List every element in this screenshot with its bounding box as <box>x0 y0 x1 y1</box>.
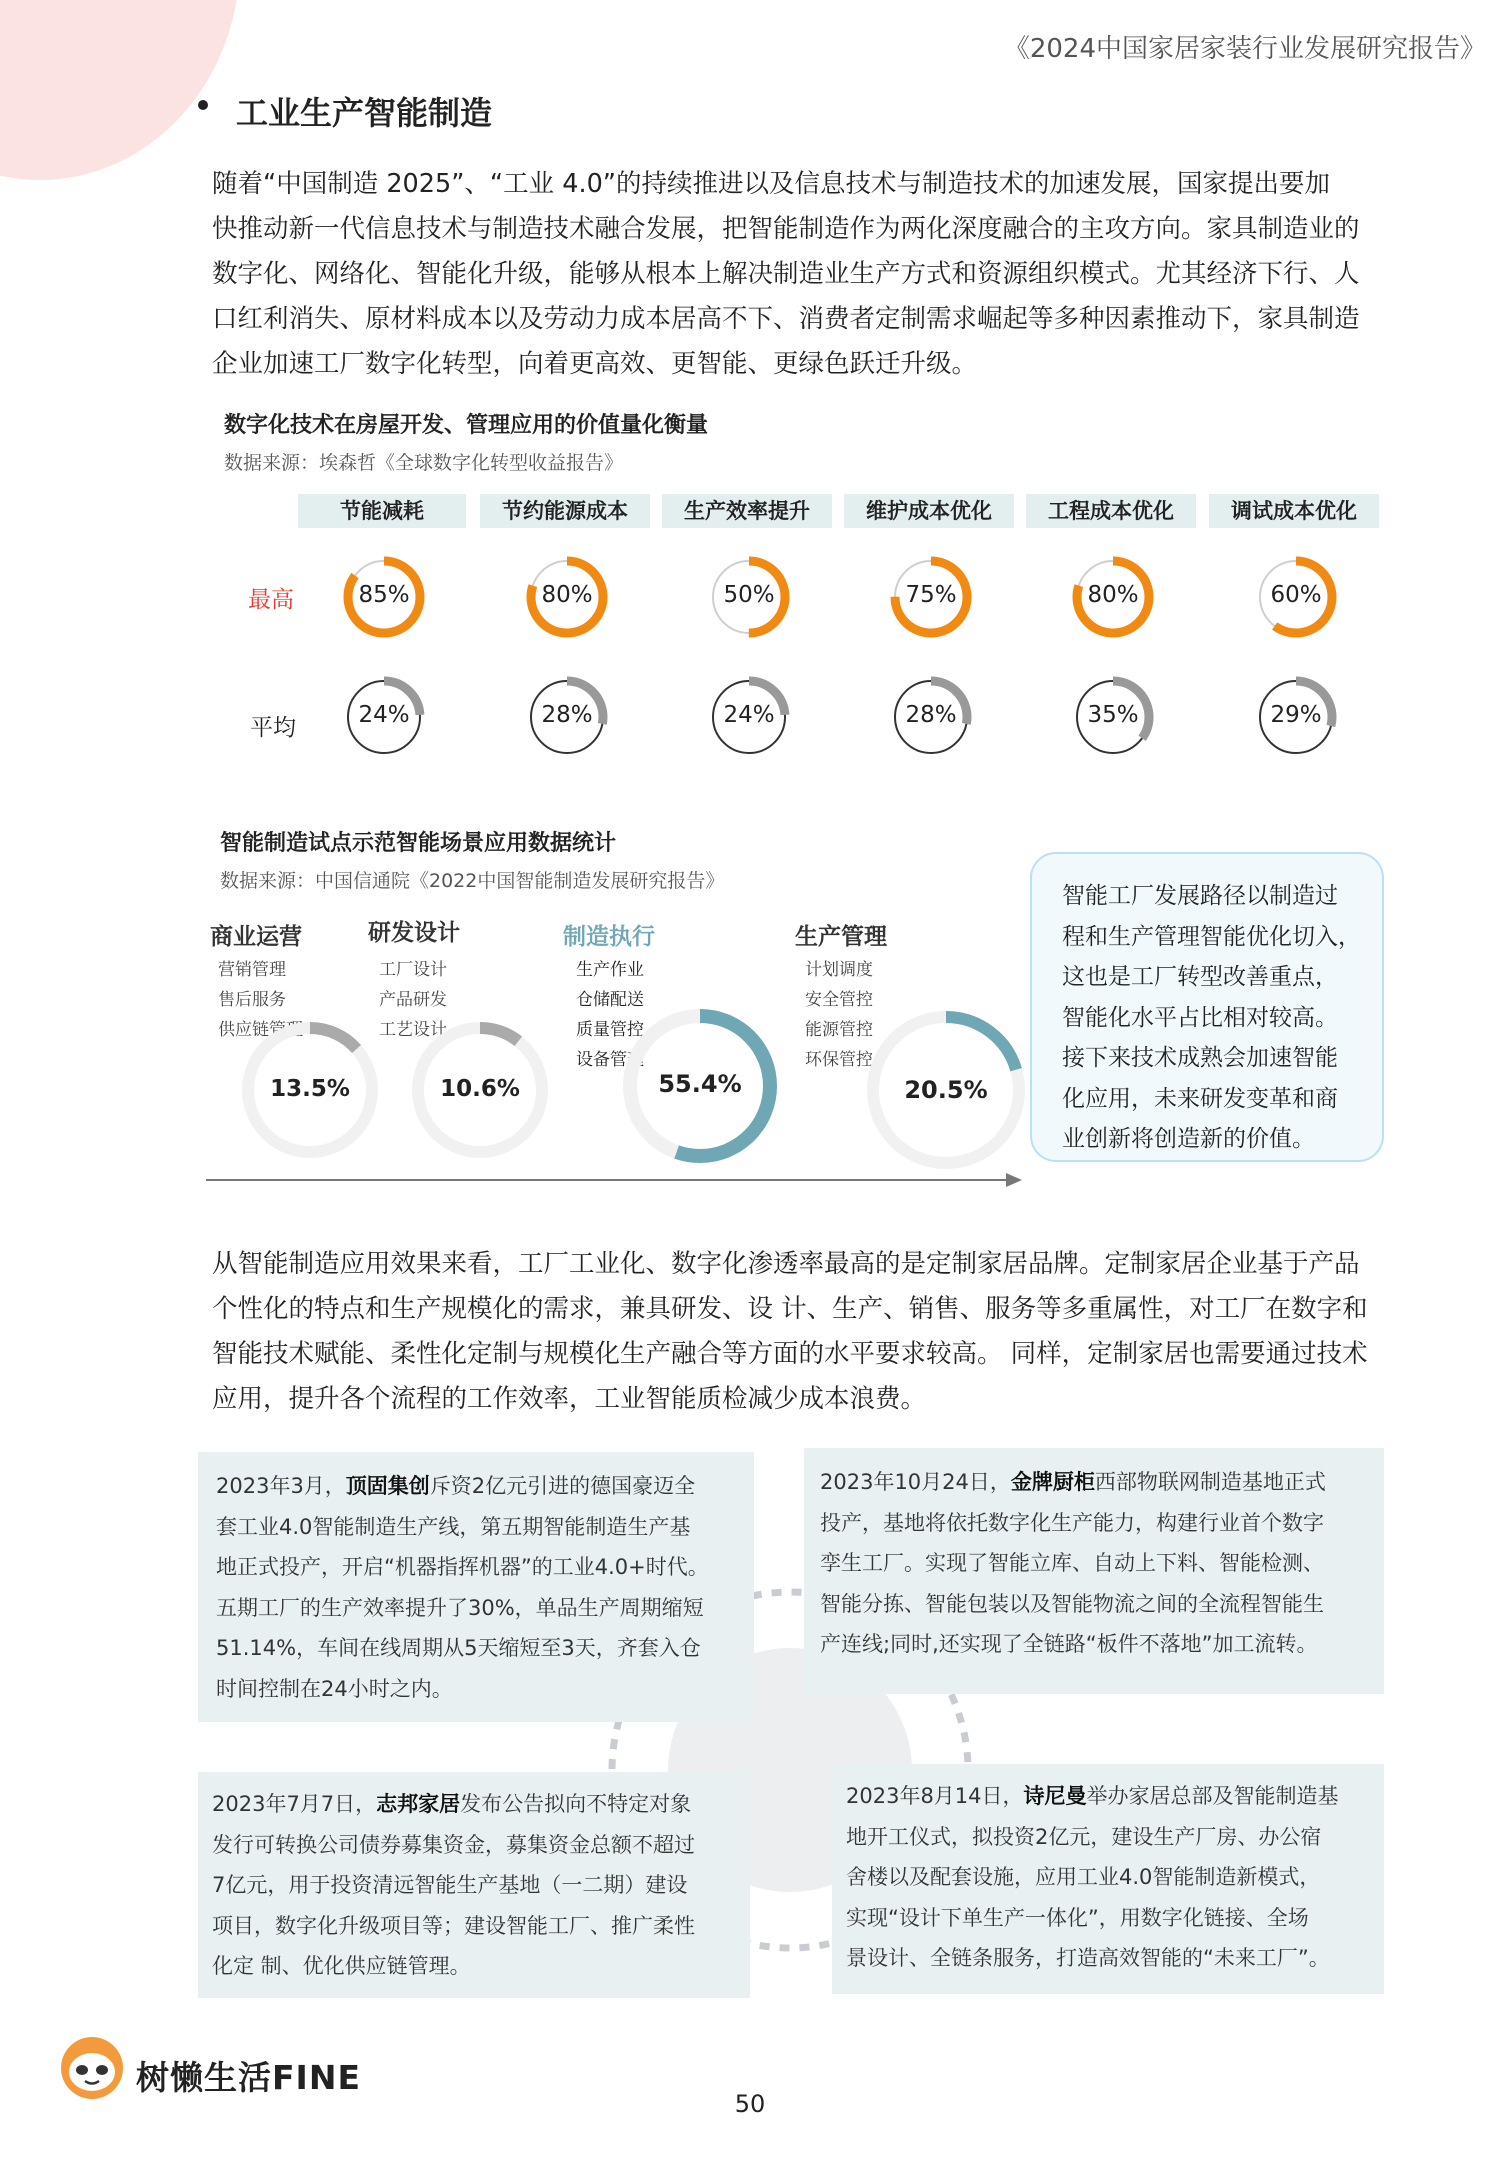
case-card-1 <box>198 1452 754 1722</box>
case-company: 志邦家居 <box>376 1792 461 1816</box>
callout-line: 接下来技术成熟会加速智能 <box>1062 1045 1338 1071</box>
chart1-title: 数字化技术在房屋开发、管理应用的价值量化衡量 <box>224 413 709 438</box>
donut-value-label: 28% <box>541 702 593 728</box>
donut-value-label: 24% <box>723 702 775 728</box>
case-line: 五期工厂的生产效率提升了30%，单品生产周期缩短 <box>216 1595 704 1620</box>
category-header: 节能减耗 <box>298 494 466 528</box>
case-line: 化定 制、优化供应链管理。 <box>212 1954 471 1978</box>
series-label: 平均 <box>250 715 296 741</box>
category-header: 节约能源成本 <box>480 494 650 528</box>
stage-item: 安全管控 <box>805 990 873 1010</box>
stage-item: 工艺设计 <box>379 1020 447 1040</box>
donut-value-label: 35% <box>1087 702 1139 728</box>
stage-name: 研发设计 <box>368 920 460 946</box>
category-header: 生产效率提升 <box>662 494 832 528</box>
intro-line: 数字化、网络化、智能化升级，能够从根本上解决制造业生产方式和资源组织模式。尤其经济下行、人 <box>212 259 1360 289</box>
intro-line: 企业加速工厂数字化转型，向着更高效、更智能、更绿色跃迁升级。 <box>212 349 978 379</box>
stage-item: 设备管理 <box>576 1050 644 1070</box>
donut-value-label: 75% <box>905 582 957 608</box>
case-line: 舍楼以及配套设施，应用工业4.0智能制造新模式， <box>846 1865 1321 1889</box>
callout-line: 化应用，未来研发变革和商 <box>1062 1085 1338 1112</box>
category-header: 维护成本优化 <box>844 494 1014 528</box>
intro-line: 快推动新一代信息技术与制造技术融合发展，把智能制造作为两化深度融合的主攻方向。家具制造业的 <box>212 214 1360 244</box>
case-line: 地正式投产，开启“机器指挥机器”的工业4.0+时代。 <box>216 1555 709 1579</box>
case-line: 发行可转换公司债券募集资金，募集资金总额不超过 <box>212 1832 695 1857</box>
case-company: 金牌厨柜 <box>1010 1470 1095 1494</box>
section-bullet <box>198 100 208 110</box>
stage-item: 仓储配送 <box>576 990 644 1010</box>
donut-value-label: 28% <box>905 702 957 728</box>
report-title: 《2024中国家居家装行业发展研究报告》 <box>1003 34 1486 64</box>
chart2-title: 智能制造试点示范智能场景应用数据统计 <box>220 831 617 856</box>
donut-value-label: 50% <box>723 582 775 608</box>
case-line: 套工业4.0智能制造生产线，第五期智能制造生产基 <box>216 1514 691 1539</box>
callout-line: 智能化水平占比相对较高。 <box>1062 1004 1338 1031</box>
case-line: 景设计、全链条服务，打造高效智能的“未来工厂”。 <box>846 1946 1330 1970</box>
intro-paragraph <box>212 162 1362 387</box>
scenario-value-label: 10.6% <box>440 1076 520 1102</box>
callout-line: 这也是工厂转型改善重点， <box>1062 964 1338 990</box>
intro-line: 随着“中国制造 2025”、“工业 4.0”的持续推进以及信息技术与制造技术的加速发展，国家提出要加 <box>212 169 1331 199</box>
case-card-3 <box>198 1772 750 1998</box>
case-card-2 <box>804 1448 1384 1694</box>
case-company: 诗尼曼 <box>1023 1784 1087 1808</box>
scenario-value-label: 55.4% <box>658 1070 742 1098</box>
stage-item: 工厂设计 <box>379 960 447 980</box>
stage-item: 计划调度 <box>805 960 873 980</box>
case-line: 地开工仪式，拟投资2亿元，建设生产厂房、办公宿 <box>846 1824 1322 1849</box>
case-line-first: 2023年3月，顶固集创斥资2亿元引进的德国豪迈全 <box>216 1474 696 1498</box>
stage-item: 质量管控 <box>576 1020 644 1040</box>
chart2-source: 数据来源：中国信通院《2022中国智能制造发展研究报告》 <box>220 870 725 892</box>
callout-line: 智能工厂发展路径以制造过 <box>1062 883 1338 909</box>
donut-value-label: 24% <box>358 702 410 728</box>
stage-item: 能源管控 <box>805 1020 873 1040</box>
process-arrow <box>200 1168 1030 1192</box>
stage-item: 供应链管理 <box>218 1020 303 1040</box>
category-header: 调试成本优化 <box>1209 494 1379 528</box>
insight-callout <box>1030 852 1384 1162</box>
brand-name: 树懒生活FINE <box>136 2058 361 2097</box>
stage-item: 营销管理 <box>218 960 286 980</box>
corner-decoration <box>0 0 240 180</box>
stage-name: 制造执行 <box>563 924 655 950</box>
case-line-first: 2023年8月14日，诗尼曼举办家居总部及智能制造基 <box>846 1784 1339 1808</box>
scenario-value-label: 13.5% <box>270 1076 350 1102</box>
case-line: 智能分拣、智能包装以及智能物流之间的全流程智能生 <box>820 1591 1324 1616</box>
donut-value-label: 80% <box>1087 582 1139 608</box>
conclusion-line: 从智能制造应用效果来看，工厂工业化、数字化渗透率最高的是定制家居品牌。定制家居企业基于产品 <box>212 1249 1360 1279</box>
conclusion-line: 个性化的特点和生产规模化的需求，兼具研发、设 计、生产、销售、服务等多重属性，对工厂在数字和 <box>212 1294 1368 1324</box>
intro-line: 口红利消失、原材料成本以及劳动力成本居高不下、消费者定制需求崛起等多种因素推动下，家具制造 <box>212 304 1360 334</box>
stage-item: 产品研发 <box>379 990 447 1010</box>
series-label: 最高 <box>248 587 294 613</box>
stage-item: 生产作业 <box>576 960 644 980</box>
case-line: 时间控制在24小时之内。 <box>216 1676 453 1701</box>
section-title: 工业生产智能制造 <box>236 94 493 132</box>
case-line: 实现“设计下单生产一体化”，用数字化链接、全场 <box>846 1905 1309 1930</box>
case-company: 顶固集创 <box>345 1474 430 1498</box>
conclusion-line: 应用，提升各个流程的工作效率，工业智能质检减少成本浪费。 <box>212 1384 927 1414</box>
donut-value-label: 60% <box>1270 582 1322 608</box>
case-line: 产连线;同时,还实现了全链路“板件不落地”加工流转。 <box>820 1632 1318 1656</box>
case-line-first: 2023年10月24日，金牌厨柜西部物联网制造基地正式 <box>820 1470 1326 1494</box>
stage-item: 售后服务 <box>218 990 286 1010</box>
donut-value-label: 29% <box>1270 702 1322 728</box>
chart1-source: 数据来源：埃森哲《全球数字化转型收益报告》 <box>224 452 624 474</box>
case-line: 项目，数字化升级项目等；建设智能工厂、推广柔性 <box>212 1913 695 1938</box>
stage-name: 生产管理 <box>795 924 887 950</box>
conclusion-paragraph <box>212 1242 1368 1422</box>
scenario-value-label: 20.5% <box>904 1076 988 1104</box>
case-line: 51.14%，车间在线周期从5天缩短至3天，齐套入仓 <box>216 1636 701 1660</box>
case-card-4 <box>832 1764 1384 1994</box>
case-line: 孪生工厂。实现了智能立库、自动上下料、智能检测、 <box>820 1551 1324 1575</box>
page-number: 50 <box>734 2090 766 2118</box>
case-line: 投产，基地将依托数字化生产能力，构建行业首个数字 <box>820 1510 1324 1535</box>
donut-value-label: 85% <box>358 582 410 608</box>
case-line-first: 2023年7月7日，志邦家居发布公告拟向不特定对象 <box>212 1792 692 1816</box>
callout-line: 程和生产管理智能优化切入， <box>1062 923 1361 950</box>
category-header: 工程成本优化 <box>1026 494 1196 528</box>
case-line: 7亿元，用于投资清远智能生产基地（一二期）建设 <box>212 1873 688 1897</box>
conclusion-line: 智能技术赋能、柔性化定制与规模化生产融合等方面的水平要求较高。 同样，定制家居也需要通过技术 <box>212 1339 1368 1369</box>
callout-line: 业创新将创造新的价值。 <box>1062 1126 1315 1152</box>
stage-item: 环保管控 <box>805 1050 873 1070</box>
stage-name: 商业运营 <box>210 924 302 950</box>
donut-value-label: 80% <box>541 582 593 608</box>
